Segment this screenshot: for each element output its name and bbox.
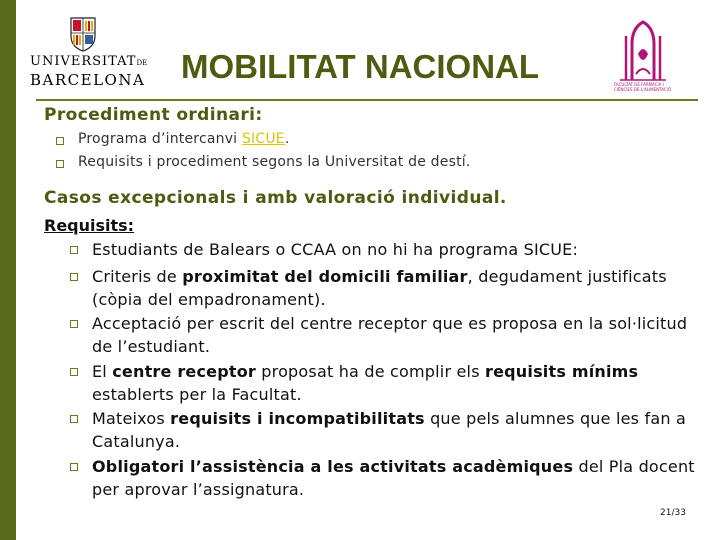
left-accent-bar (0, 0, 16, 540)
list-item: Estudiants de Balears o CCAA on no hi ha programa SICUE: (92, 240, 579, 259)
bullet-icon (56, 160, 64, 168)
university-crest-icon (68, 16, 98, 52)
bullet-icon (56, 137, 64, 145)
list-item: El centre receptor proposat ha de complir els requisits mínims establerts per la Facultat. (92, 362, 639, 404)
faculty-logo-text: FACULTAT DE FARMÀCIA I CIÈNCIES DE L'ALIMENTACIÓ (614, 82, 672, 92)
bullet-icon (70, 415, 78, 423)
list-item: Obligatori l’assistència a les activitats acadèmiques del Pla docent per aprovar l’assignatura. (92, 457, 695, 499)
bullet-icon (70, 368, 78, 376)
bullet-icon (70, 463, 78, 471)
section-heading-excepcionals: Casos excepcionals i amb valoració individual. (44, 188, 507, 208)
page-number: 21/33 (660, 508, 686, 518)
bullet-icon (70, 273, 78, 281)
requisits-label: Requisits: (44, 216, 135, 235)
list-item: Acceptació per escrit del centre receptor que es proposa en la sol·licitud de l’estudiant. (92, 314, 688, 356)
list-item: Mateixos requisits i incompatibilitats que pels alumnes que les fan a Catalunya. (92, 409, 686, 451)
section-heading-ordinari: Procediment ordinari: (44, 105, 263, 125)
page-title: MOBILITAT NACIONAL (180, 48, 540, 85)
university-name-line2: BARCELONA (30, 71, 146, 89)
bullet-icon (70, 246, 78, 254)
university-logo (30, 16, 148, 90)
university-name-line1: UNIVERSITATDE (30, 54, 148, 69)
sicue-link[interactable]: SICUE (241, 131, 285, 147)
bullet-icon (70, 320, 78, 328)
list-item: Criteris de proximitat del domicili familiar, degudament justificats (còpia del empadronament). (92, 267, 667, 309)
header-divider (36, 99, 698, 101)
list-item: Programa d’intercanvi SICUE. (78, 131, 290, 147)
list-item: Requisits i procediment segons la Universitat de destí. (78, 154, 471, 170)
